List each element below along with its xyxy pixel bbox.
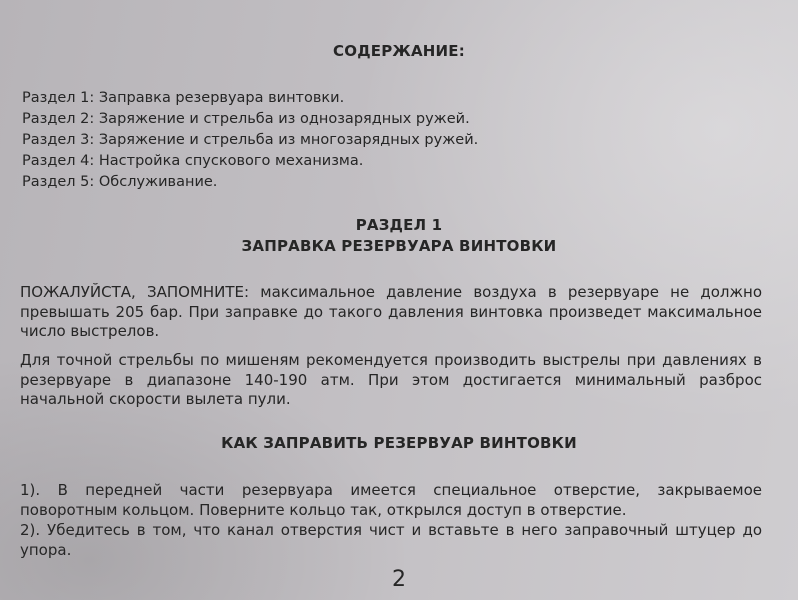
toc-item-section-1: Раздел 1: Заправка резервуара винтовки. [22, 90, 345, 106]
toc-item-section-5: Раздел 5: Обслуживание. [22, 174, 218, 190]
pressure-note-paragraph: ПОЖАЛУЙСТА, ЗАПОМНИТЕ: максимальное давление воздуха в резервуаре не должно превышать 205 бар. При заправке до такого давления винтовка произведет максимальное число выстрелов. [20, 283, 762, 340]
step-1-paragraph: 1). В передней части резервуара имеется специальное отверстие, закрываемое поворотным кольцом. Поверните кольцо так, открылся доступ в отверстие. [20, 481, 762, 519]
table-of-contents [22, 88, 478, 193]
section-title: ЗАПРАВКА РЕЗЕРВУАРА ВИНТОВКИ [241, 237, 557, 255]
toc-item-section-3: Раздел 3: Заряжение и стрельба из многозарядных ружей. [22, 132, 479, 148]
page-number: 2 [392, 567, 406, 592]
accuracy-paragraph: Для точной стрельбы по мишеням рекомендуется производить выстрелы при давлениях в резервуаре в диапазоне 140-190 атм. При этом достигается минимальный разброс начальной скорости вылета пули. [20, 351, 762, 408]
toc-item-section-4: Раздел 4: Настройка спускового механизма. [22, 153, 364, 169]
toc-item-section-2: Раздел 2: Заряжение и стрельба из однозарядных ружей. [22, 111, 470, 127]
step-2-paragraph: 2). Убедитесь в том, что канал отверстия чист и вставьте в него заправочный штуцер до упора. [20, 521, 762, 559]
toc-title: СОДЕРЖАНИЕ: [333, 42, 465, 60]
howto-title: КАК ЗАПРАВИТЬ РЕЗЕРВУАР ВИНТОВКИ [221, 434, 577, 452]
section-number: РАЗДЕЛ 1 [355, 216, 443, 234]
